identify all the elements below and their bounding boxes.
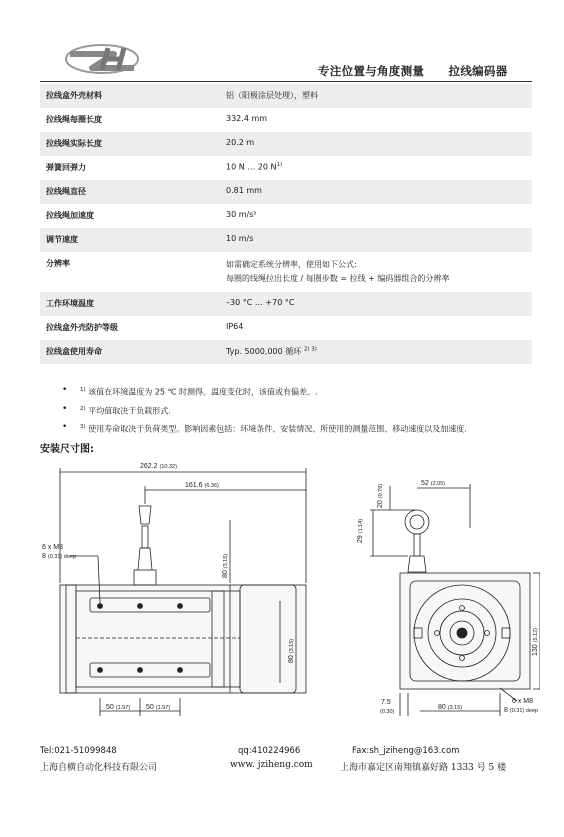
header-divider (40, 81, 532, 82)
footnote-text: 该值在环境温度为 25 ℃ 时测得。温度变化时，该值或有偏差。. (88, 387, 318, 397)
footnote-text: 使用寿命取决于负荷类型。影响因素包括：环境条件、安装情况、所使用的测量范围、移动速度以及加速度. (88, 424, 467, 434)
spec-label: 工作环境温度 (46, 299, 94, 308)
footer (40, 746, 540, 774)
dimension-drawing (30, 458, 540, 720)
footnote-text: 平均值取决于负载形式. (88, 406, 171, 416)
spec-table (40, 84, 532, 364)
spec-value: 30 m/s² (226, 210, 257, 219)
spec-label: 拉线绳实际长度 (46, 139, 102, 148)
spec-row (40, 228, 532, 252)
footer-company: 上海自横自动化科技有限公司 (40, 763, 158, 773)
spec-value: 10 m/s (226, 234, 254, 243)
footnote-ref: 1) (276, 162, 283, 168)
dim-total-label: 262.2 (10.32) (140, 463, 177, 470)
dim-7-5-inch-label: (0.30) (380, 709, 395, 715)
spec-value: 20.2 m (226, 138, 255, 147)
spacing-50-label: 50 (1.97) (106, 704, 131, 711)
spec-value (226, 162, 532, 172)
spec-value: 铝（阳极涂层处理），塑料 (226, 91, 318, 100)
spec-value-line: 如需确定系统分辨率，使用如下公式: (226, 260, 357, 269)
spec-row (40, 84, 532, 108)
spec-row (40, 252, 532, 292)
thread-label: 6 x M8 (42, 544, 64, 551)
header-subtitle: 拉线编码器 (448, 64, 508, 78)
thread-depth-right-label: 8 (0.31) deep (504, 707, 538, 714)
footnote-marker: 2) (80, 405, 86, 412)
dim-20-label: 20 (0.79) (377, 483, 384, 508)
spec-value-line: 每圈的线绳拉出长度 / 每圈步数 = 拉线 + 编码器组合的分辨率 (226, 274, 450, 283)
spec-row (40, 204, 532, 228)
spec-value-text: Typ. 5000,000 循环 (226, 347, 302, 356)
footnote-item (62, 401, 467, 420)
spec-value (226, 258, 532, 286)
spacing-50-label: 50 (1.97) (146, 704, 171, 711)
spec-label: 拉线盒外壳防护等级 (46, 323, 118, 332)
company-logo (62, 40, 142, 78)
header-title (318, 63, 508, 79)
spec-value (226, 346, 532, 357)
spec-row (40, 316, 532, 340)
height-80-right-label: 80 (3.15) (288, 638, 295, 663)
spec-value: 0.81 mm (226, 186, 262, 195)
thread-right-label: 6 x M8 (512, 698, 534, 705)
spec-value: IP64 (226, 322, 244, 331)
spec-value: –30 °C … +70 °C (226, 298, 295, 307)
dim-29-label: 29 (1.14) (357, 518, 364, 543)
spec-label: 拉线盒外壳材料 (46, 91, 102, 100)
footer-website[interactable]: www. jziheng.com (230, 760, 313, 770)
spec-row (40, 108, 532, 132)
spec-row (40, 156, 532, 180)
spec-label: 拉线绳直径 (46, 187, 86, 196)
spec-label: 调节速度 (46, 235, 78, 244)
dim-130-label: 130 (5.12) (532, 627, 539, 656)
dim-body-label: 161.6 (6.36) (185, 482, 219, 489)
footnote-marker: 3) (80, 424, 86, 431)
footnote-ref: 2) 3) (303, 346, 317, 353)
footer-address: 上海市嘉定区南翔镇嘉好路 1333 号 5 楼 (340, 763, 507, 773)
spec-label: 弹簧回弹力 (46, 163, 86, 172)
spec-value-text: 10 N … 20 N (226, 162, 277, 172)
footnote-item (62, 419, 467, 438)
spec-row (40, 292, 532, 316)
spec-value: 332.4 mm (226, 114, 268, 123)
footnotes (62, 382, 467, 438)
header-main-title: 专注位置与角度测量 (318, 64, 425, 78)
footnote-item (62, 382, 467, 401)
dim-52-label: 52 (2.05) (421, 480, 446, 487)
dim-80-bottom-label: 80 (3.15) (438, 704, 463, 711)
footer-qq: qq:410224966 (238, 746, 301, 756)
footer-fax: Fax:sh_jziheng@163.com (352, 746, 460, 756)
spec-row (40, 180, 532, 204)
footer-tel: Tel:021-51099848 (40, 746, 117, 756)
spec-label: 分辨率 (46, 259, 70, 268)
thread-depth-label: 8 (0.31) deep (42, 553, 76, 560)
spec-label: 拉线绳每圈长度 (46, 115, 102, 124)
section-title: 安装尺寸图: (40, 444, 94, 455)
spec-row (40, 340, 532, 364)
height-80-label: 80 (3.15) (222, 553, 229, 578)
spec-row (40, 132, 532, 156)
spec-label: 拉线盒使用寿命 (46, 347, 102, 356)
dim-7-5-label: 7.5 (381, 699, 391, 706)
spec-label: 拉线绳加速度 (46, 211, 94, 220)
footnote-marker: 1) (80, 387, 86, 393)
